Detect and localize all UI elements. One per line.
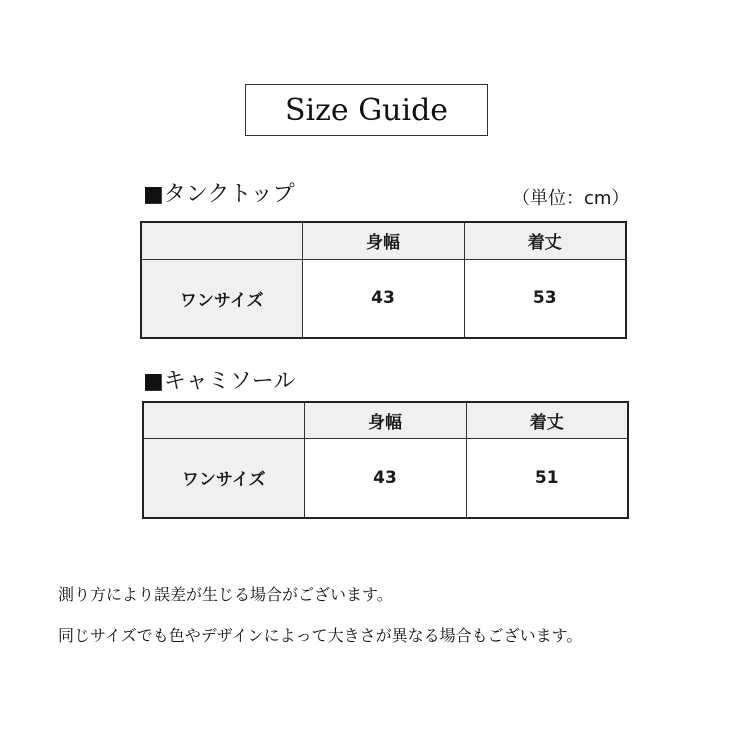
table-row [143,438,628,518]
header-cell-body-width: 身幅 [302,222,464,259]
header-cell-length: 着丈 [464,222,626,259]
header-cell-empty [141,222,302,259]
table-header-row [141,222,626,259]
table-row [141,259,626,338]
value-body-width: 43 [304,438,466,518]
unit-label: （単位：cm） [512,188,630,209]
header-cell-body-width: 身幅 [304,402,466,438]
tanktop-size-table [140,221,627,339]
value-length: 53 [464,259,626,338]
row-label-one-size: ワンサイズ [143,438,304,518]
value-body-width: 43 [302,259,464,338]
camisole-heading: ■キャミソール [143,369,296,394]
note-size-variation: 同じサイズでも色やデザインによって大きさが異なる場合もございます。 [58,626,583,645]
note-measurement-error: 測り方により誤差が生じる場合がございます。 [58,585,393,604]
value-length: 51 [466,438,628,518]
row-label-one-size: ワンサイズ [141,259,302,338]
tanktop-heading: ■タンクトップ [143,182,295,207]
size-guide-title: Size Guide [245,84,488,136]
table-header-row [143,402,628,438]
header-cell-empty [143,402,304,438]
header-cell-length: 着丈 [466,402,628,438]
camisole-size-table [142,401,629,519]
